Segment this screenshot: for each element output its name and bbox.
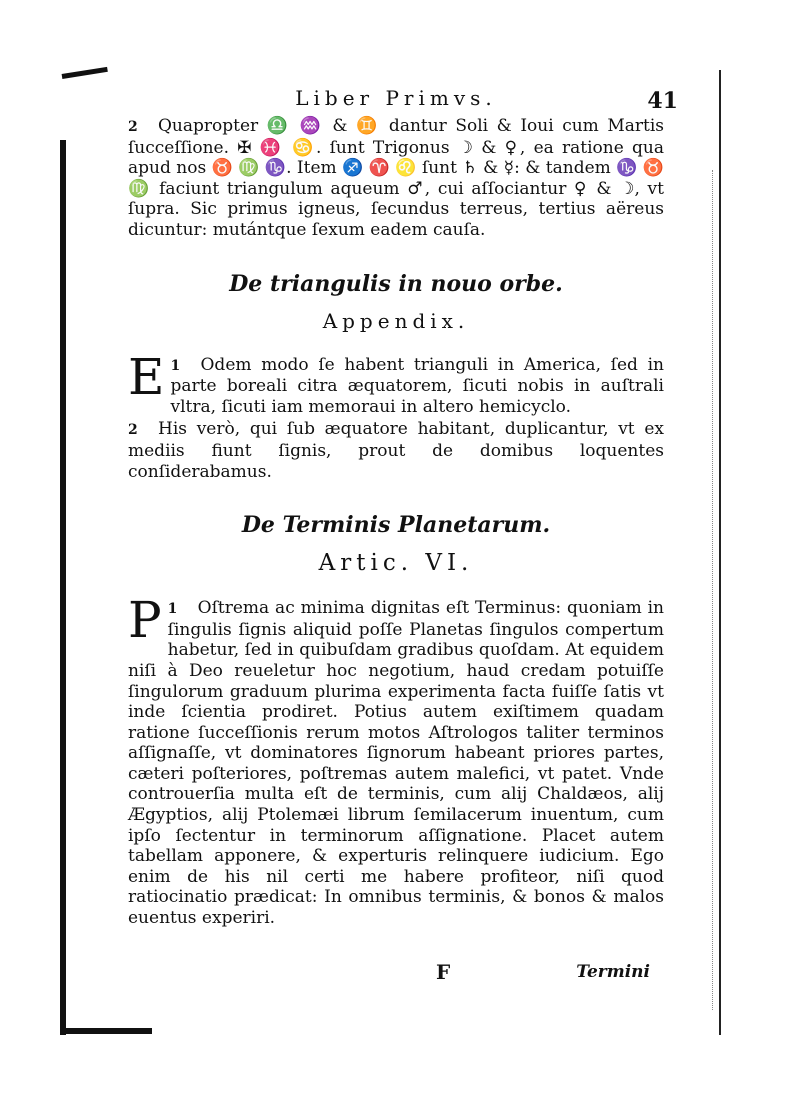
page-number: 41: [647, 88, 678, 114]
drop-cap: E: [128, 347, 165, 406]
paragraph-3: [128, 419, 664, 482]
paragraph-2: [128, 347, 664, 418]
paragraph-number: 1: [170, 357, 181, 374]
section-heading: De Terminis Planetarum.: [241, 512, 551, 539]
scan-edge-left: [60, 140, 66, 1035]
paragraph-1: [128, 116, 664, 241]
catchword: Termini: [576, 962, 650, 982]
gutter-dots: [712, 170, 713, 1010]
paragraph-text: Odem modo ſe habent trianguli in America, ſed in parte boreali citra æquatorem, ſicuti nobis in auſtrali vltra, ſicuti iam memoraui in altero hemicyclo.: [170, 354, 664, 417]
scan-edge-bottom: [60, 1028, 152, 1034]
paragraph-4: [128, 591, 664, 929]
running-head: [128, 86, 678, 116]
paragraph-number: 2: [128, 422, 138, 439]
running-title: Liber Primvs.: [295, 86, 497, 110]
paragraph-text: Oſtrema ac minima dignitas eſt Terminus: quoniam in ſingulis ſignis aliquid poſſe Planetas ſingulos compertum habetur, ſed in quibuſdam gradibus quoſdam. At equidem niſi à Deo reueletur hoc negotium, haud credam potuiſſe ſingulorum graduum plurima experimenta facta fuiſſe ſatis vt inde ſcientia prodiret. Potius autem exiſtimem quadam ratione ſucceſſionis rerum motos Aſtrologos taliter terminos aſſignaſſe, vt dominatores ſignorum habeant priores partes, cæteri poſteriores, poſtremas autem malefici, vt patet. Vnde controuerſia multa eſt de terminis, cum alij Chaldæos, alij Ægyptios, alij Ptolemæi librum ſemilacerum inuentum, cum ipſo ſectentur in terminorum aſſignatione. Placet autem tabellam apponere, & experturis relinquere iudicium. Ego enim de his nil certi me habere profiteor, niſi quod ratiocinatio prædicat: In omnibus terminis, & bonos & malos euentus experiri.: [128, 598, 664, 929]
article-heading: Artic. VI.: [318, 550, 474, 577]
scan-edge-right: [719, 70, 721, 1035]
page-footer: [128, 960, 650, 988]
paragraph-text: Quapropter ♎ ♒ & ♊ dantur Soli & Ioui cum Martis ſucceſſione. ✠ ♓ ♋. ſunt Trigonus ☽ & ♀, ea ratione qua apud nos ♉ ♍ ♑. Item ♐ ♈ ♌ ſunt ♄ & ☿: & tandem ♑ ♉ ♍ faciunt triangulum aqueum ♂, cui aſſociantur ♀ & ☽, vt ſupra. Sic primus igneus, ſecundus terreus, tertius aëreus dicuntur: mutántque ſexum eadem cauſa.: [128, 116, 664, 240]
drop-cap: P: [128, 591, 162, 650]
paragraph-text: His verò, qui ſub æquatore habitant, duplicantur, vt ex mediis fiunt ſignis, prout de domibus loquentes conſiderabamus.: [128, 419, 664, 482]
paragraph-number: 2: [128, 119, 138, 135]
signature-mark: F: [436, 960, 451, 984]
section-heading: De triangulis in nouo orbe.: [229, 270, 563, 297]
page-body: [128, 86, 678, 929]
paragraph-number: 1: [167, 601, 178, 618]
appendix-heading: Appendix.: [322, 308, 470, 333]
scan-edge-top: [62, 67, 108, 79]
